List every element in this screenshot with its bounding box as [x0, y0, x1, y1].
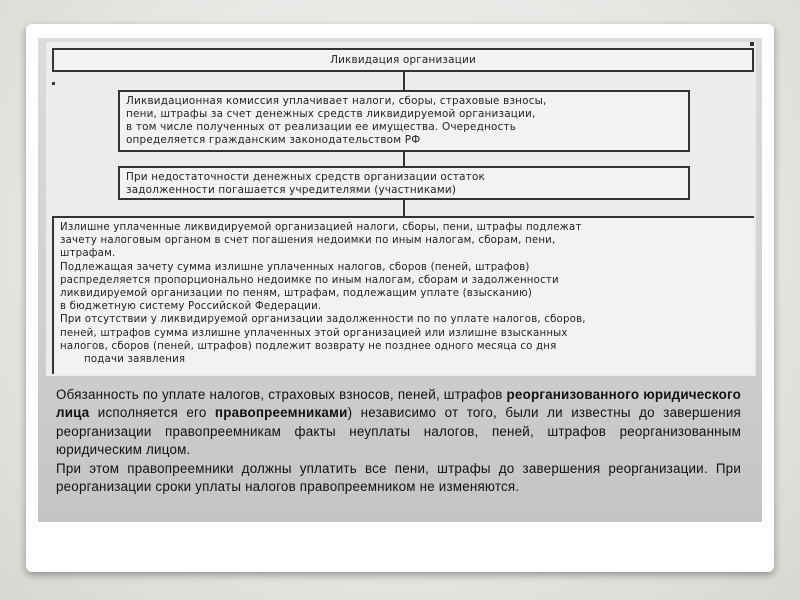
scan-mark	[750, 42, 754, 46]
scan-dot	[52, 82, 55, 85]
bold-text: реорганизованного юридического лица	[56, 387, 741, 421]
box-line: пеней, штрафов сумма излишне уплаченных этой организацией или излишне взысканных	[60, 327, 568, 339]
paragraph-successors	[56, 386, 741, 460]
box-line: пени, штрафы за счет денежных средств ликвидируемой организации,	[126, 108, 536, 120]
diagram-box-founders	[118, 166, 690, 200]
box-line: При недостаточности денежных средств организации остаток	[126, 171, 485, 183]
box-line: Подлежащая зачету сумма излишне уплаченных налогов, сборов (пеней, штрафов)	[60, 261, 530, 273]
connector-line	[403, 152, 405, 166]
connector-line	[403, 72, 405, 90]
box-line: Излишне уплаченные ликвидируемой организацией налоги, сборы, пени, штрафы подлежат	[60, 222, 582, 233]
text-span: ) независимо от того, были ли известны до завершения реорганизации правопреемникам факты неуплаты налогов, пеней, штрафов реорганизованным юридическим лицом.	[56, 405, 741, 458]
box-line: в том числе полученных от реализации ее имущества. Очередность	[126, 121, 517, 133]
box-line: налогов, сборов (пеней, штрафов) подлежит возврату не позднее одного месяца со дня	[60, 340, 557, 352]
diagram-title: Ликвидация организации	[330, 54, 476, 66]
box-line: определяется гражданским законодательством РФ	[126, 134, 421, 146]
box-line: При отсутствии у ликвидируемой организации задолженности по по уплате налогов, сборов,	[60, 314, 586, 326]
body-text	[56, 386, 741, 496]
box-line: Ликвидационная комиссия уплачивает налоги, сборы, страховые взносы,	[126, 95, 547, 107]
box-line: ликвидируемой организации по пеням, штрафам, подлежащим уплате (взысканию)	[60, 288, 533, 300]
connector-line	[403, 200, 405, 216]
diagram-title-box	[52, 48, 754, 72]
scanned-diagram	[46, 42, 756, 376]
box-line: в бюджетную систему Российской Федерации.	[60, 301, 322, 313]
box-line: штрафам.	[60, 248, 116, 260]
bold-text: правопреемниками	[214, 405, 348, 421]
text-span: исполняется его	[89, 405, 215, 421]
diagram-box-commission	[118, 90, 690, 152]
paragraph-penalties: При этом правопреемники должны уплатить все пени, штрафы до завершения реорганизации. При реорганизации сроки уплаты налогов правопреемником не изменяются.	[56, 460, 741, 495]
box-line: зачету налоговым органом в счет погашения недоимки по иным налогам, сборам, пени,	[60, 235, 556, 247]
diagram-box-overpayment	[52, 216, 754, 374]
box-line: подачи заявления	[84, 354, 186, 366]
box-line: распределяется пропорционально недоимке по иным налогам, сборам и задолженности	[60, 274, 559, 286]
box-line: задолженности погашается учредителями (участниками)	[126, 184, 457, 196]
text-span: Обязанность по уплате налогов, страховых взносов, пеней, штрафов	[56, 387, 507, 402]
